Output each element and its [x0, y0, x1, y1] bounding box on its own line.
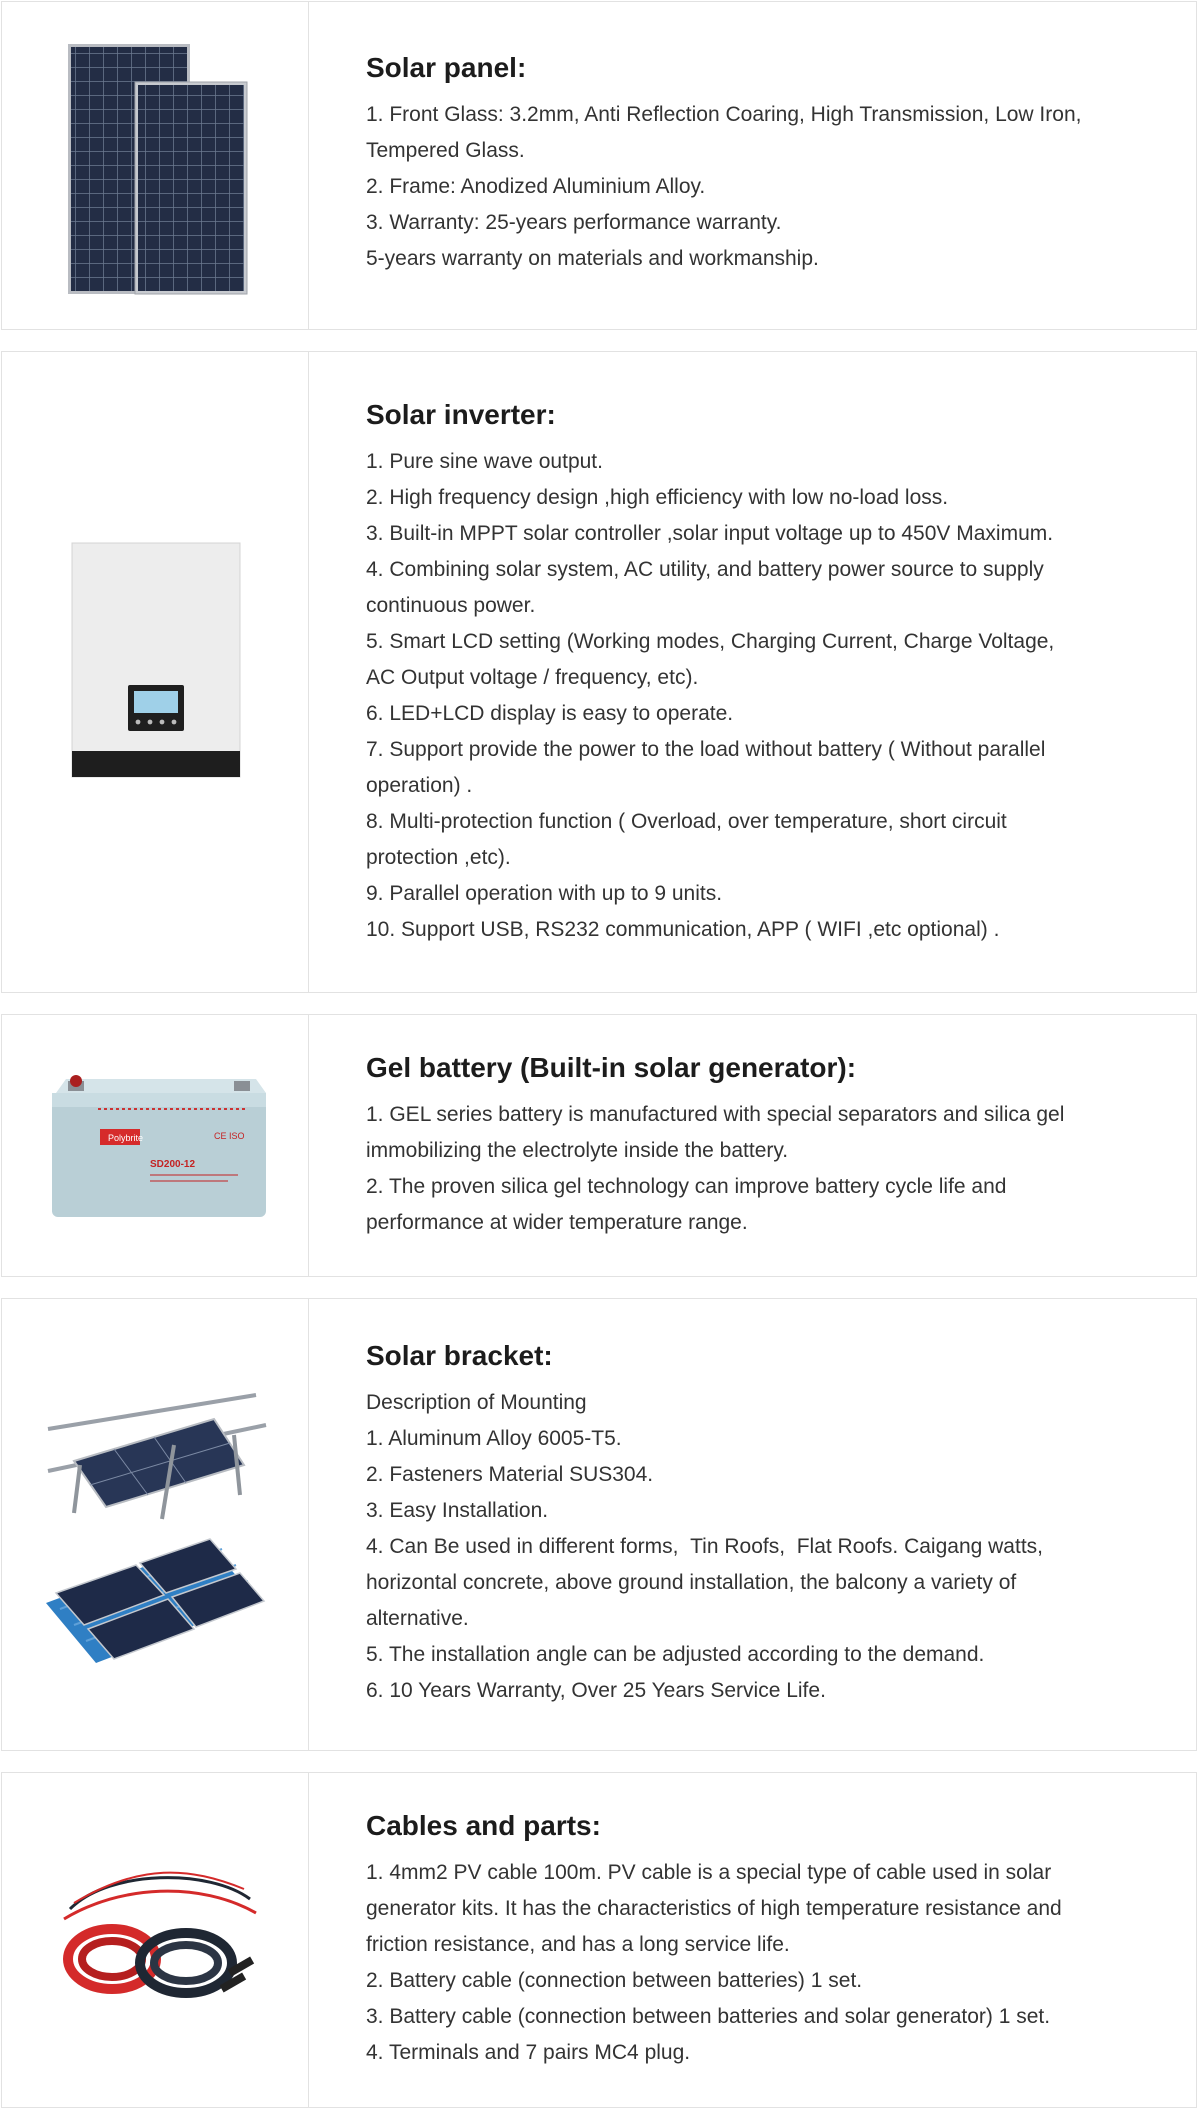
spec-line: 4. Can Be used in different forms, Tin Roofs, Flat Roofs. Caigang watts,: [366, 1535, 1043, 1558]
spec-line: 1. Front Glass: 3.2mm, Anti Reflection Coaring, High Transmission, Low Iron,: [366, 103, 1082, 126]
spec-line: 4. Terminals and 7 pairs MC4 plug.: [366, 2041, 691, 2064]
spec-line: 4. Combining solar system, AC utility, and battery power source to supply: [366, 558, 1044, 581]
solar-panel-icon: [62, 40, 252, 300]
spec-line: 2. Fasteners Material SUS304.: [366, 1463, 654, 1486]
roof-mount-icon: [40, 1531, 266, 1667]
section-title: Solar bracket:: [366, 1340, 553, 1371]
spec-line: 1. 4mm2 PV cable 100m. PV cable is a special type of cable used in solar: [366, 1861, 1052, 1884]
spec-line: performance at wider temperature range.: [366, 1211, 748, 1234]
cables-image: [2, 1773, 309, 2107]
spec-line: 3. Built-in MPPT solar controller ,solar input voltage up to 450V Maximum.: [366, 522, 1054, 545]
spec-line: operation) .: [366, 774, 473, 797]
spec-line: alternative.: [366, 1607, 469, 1630]
spec-line: generator kits. It has the characteristics of high temperature resistance and: [366, 1897, 1062, 1920]
cable-icon: [50, 1859, 270, 2009]
product-card-cables: [1, 1772, 1197, 2108]
spec-line: Tempered Glass.: [366, 139, 525, 162]
spec-line: 5. Smart LCD setting (Working modes, Charging Current, Charge Voltage,: [366, 630, 1055, 653]
spec-line: 1. GEL series battery is manufactured with special separators and silica gel: [366, 1103, 1065, 1126]
solar-inverter-image: [2, 352, 309, 992]
spec-line: continuous power.: [366, 594, 536, 617]
spec-line: 5. The installation angle can be adjusted according to the demand.: [366, 1643, 985, 1666]
product-card-gel-battery: [1, 1014, 1197, 1277]
section-title: Solar inverter:: [366, 399, 556, 430]
spec-line: 3. Battery cable (connection between batteries and solar generator) 1 set.: [366, 2005, 1051, 2028]
spec-line: friction resistance, and has a long service life.: [366, 1933, 790, 1956]
spec-line: 7. Support provide the power to the load without battery ( Without parallel: [366, 738, 1046, 761]
spec-line: 2. Battery cable (connection between batteries) 1 set.: [366, 1969, 863, 1992]
mounting-bracket-icon: [44, 1385, 270, 1521]
section-title: Solar panel:: [366, 52, 527, 83]
inverter-icon: [70, 541, 242, 781]
spec-line: Description of Mounting: [366, 1391, 587, 1414]
battery-icon: [38, 1071, 274, 1231]
solar-bracket-image: [2, 1299, 309, 1750]
section-title: Gel battery (Built-in solar generator):: [366, 1052, 857, 1083]
product-card-solar-panel: [1, 1, 1197, 330]
spec-line: 1. Pure sine wave output.: [366, 450, 603, 473]
section-title: Cables and parts:: [366, 1810, 601, 1841]
spec-line: 3. Warranty: 25-years performance warranty.: [366, 211, 782, 234]
spec-line: 6. 10 Years Warranty, Over 25 Years Service Life.: [366, 1679, 826, 1702]
battery-model: SD200-12: [150, 1159, 196, 1170]
product-card-solar-inverter: [1, 351, 1197, 993]
battery-brand: Polybrite: [108, 1133, 144, 1143]
spec-line: 10. Support USB, RS232 communication, APP ( WIFI ,etc optional) .: [366, 918, 1000, 941]
spec-line: 3. Easy Installation.: [366, 1499, 549, 1522]
spec-line: 2. The proven silica gel technology can improve battery cycle life and: [366, 1175, 1007, 1198]
spec-line: protection ,etc).: [366, 846, 511, 869]
spec-line: 8. Multi-protection function ( Overload, over temperature, short circuit: [366, 810, 1007, 833]
spec-line: horizontal concrete, above ground installation, the balcony a variety of: [366, 1571, 1017, 1594]
spec-line: 9. Parallel operation with up to 9 units.: [366, 882, 723, 905]
spec-line: 5-years warranty on materials and workmanship.: [366, 247, 819, 270]
solar-panel-image: [2, 2, 309, 329]
spec-line: AC Output voltage / frequency, etc).: [366, 666, 699, 689]
gel-battery-image: [2, 1015, 309, 1276]
product-card-solar-bracket: [1, 1298, 1197, 1751]
spec-line: 1. Aluminum Alloy 6005-T5.: [366, 1427, 622, 1450]
spec-line: 2. Frame: Anodized Aluminium Alloy.: [366, 175, 706, 198]
spec-line: 2. High frequency design ,high efficiency with low no-load loss.: [366, 486, 949, 509]
battery-marks: CE ISO: [214, 1131, 245, 1141]
spec-line: immobilizing the electrolyte inside the battery.: [366, 1139, 789, 1162]
spec-line: 6. LED+LCD display is easy to operate.: [366, 702, 734, 725]
